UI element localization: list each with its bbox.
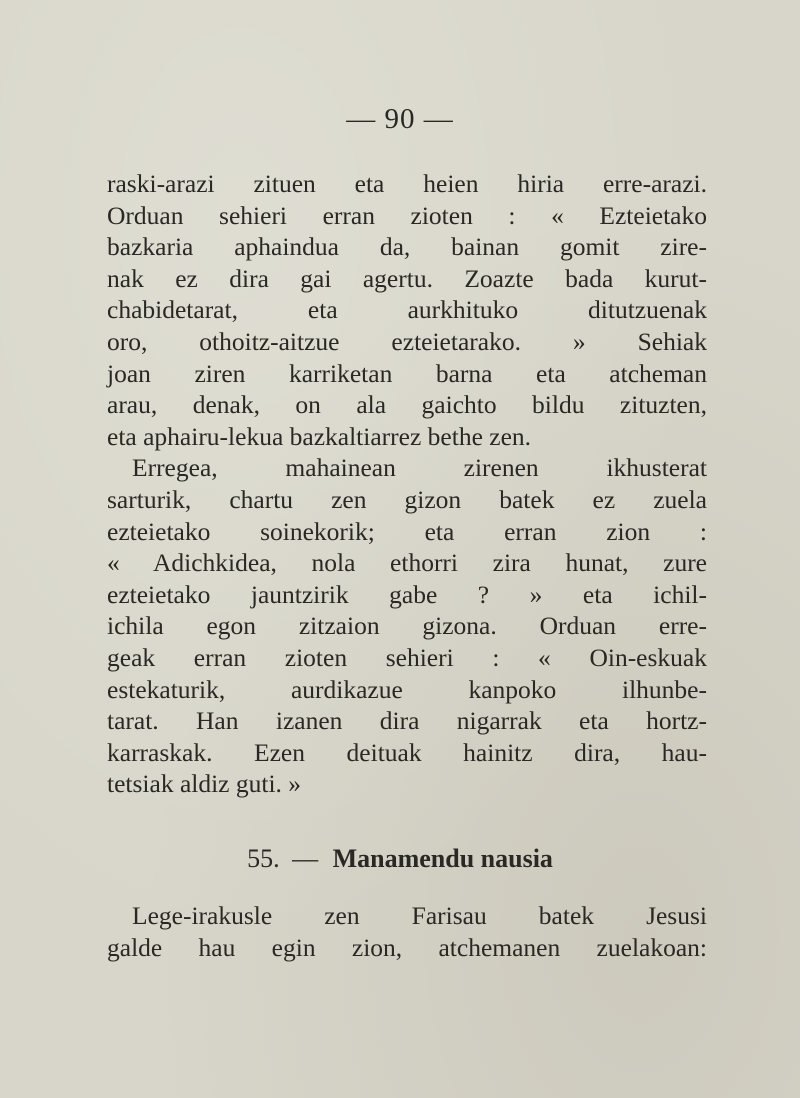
- text-line: karraskak. Ezen deituak hainitz dira, hau-: [107, 737, 707, 767]
- section-heading: [0, 844, 800, 874]
- text-line: Orduan sehieri erran zioten : « Ezteietako: [107, 200, 707, 230]
- text-line: ichila egon zitzaion gizona. Orduan erre-: [107, 611, 707, 641]
- text-line: Erregea, mahainean zirenen ikhusterat: [132, 453, 707, 483]
- text-line: Lege-irakusle zen Farisau batek Jesusi: [132, 901, 707, 930]
- text-line: ezteietako soinekorik; eta erran zion :: [107, 516, 707, 546]
- text-line: bazkaria aphaindua da, bainan gomit zire-: [107, 232, 707, 262]
- text-line: eta aphairu-lekua bazkaltiarrez bethe zen.: [107, 421, 532, 451]
- text-line: estekaturik, aurdikazue kanpoko ilhunbe-: [107, 674, 707, 704]
- text-line: joan ziren karriketan barna eta atcheman: [107, 358, 707, 388]
- body-text-continued: [107, 900, 707, 964]
- text-line: chabidetarat, eta aurkhituko ditutzuenak: [107, 295, 707, 325]
- text-line: raski-arazi zituen eta heien hiria erre-arazi.: [107, 169, 707, 198]
- section-dash: —: [292, 844, 319, 873]
- text-line: geak erran zioten sehieri : « Oin-eskuak: [107, 642, 707, 672]
- section-title: Manamendu nausia: [332, 844, 553, 873]
- text-line: galde hau egin zion, atchemanen zuelakoan:: [107, 933, 707, 962]
- text-line: tarat. Han izanen dira nigarrak eta hortz-: [107, 706, 707, 736]
- text-line: nak ez dira gai agertu. Zoazte bada kurut-: [107, 263, 707, 293]
- text-line: ezteietako jauntzirik gabe ? » eta ichil-: [107, 579, 707, 609]
- text-line: tetsiak aldiz guti. »: [107, 769, 302, 799]
- page-number: — 90 —: [346, 103, 454, 135]
- section-number: 55.: [247, 844, 280, 873]
- text-line: oro, othoitz-aitzue ezteietarako. » Sehiak: [107, 326, 707, 356]
- text-line: « Adichkidea, nola ethorri zira hunat, zure: [107, 548, 707, 578]
- text-line: sarturik, chartu zen gizon batek ez zuela: [107, 484, 707, 514]
- body-text: [107, 168, 707, 800]
- text-line: arau, denak, on ala gaichto bildu zituzten,: [107, 390, 707, 420]
